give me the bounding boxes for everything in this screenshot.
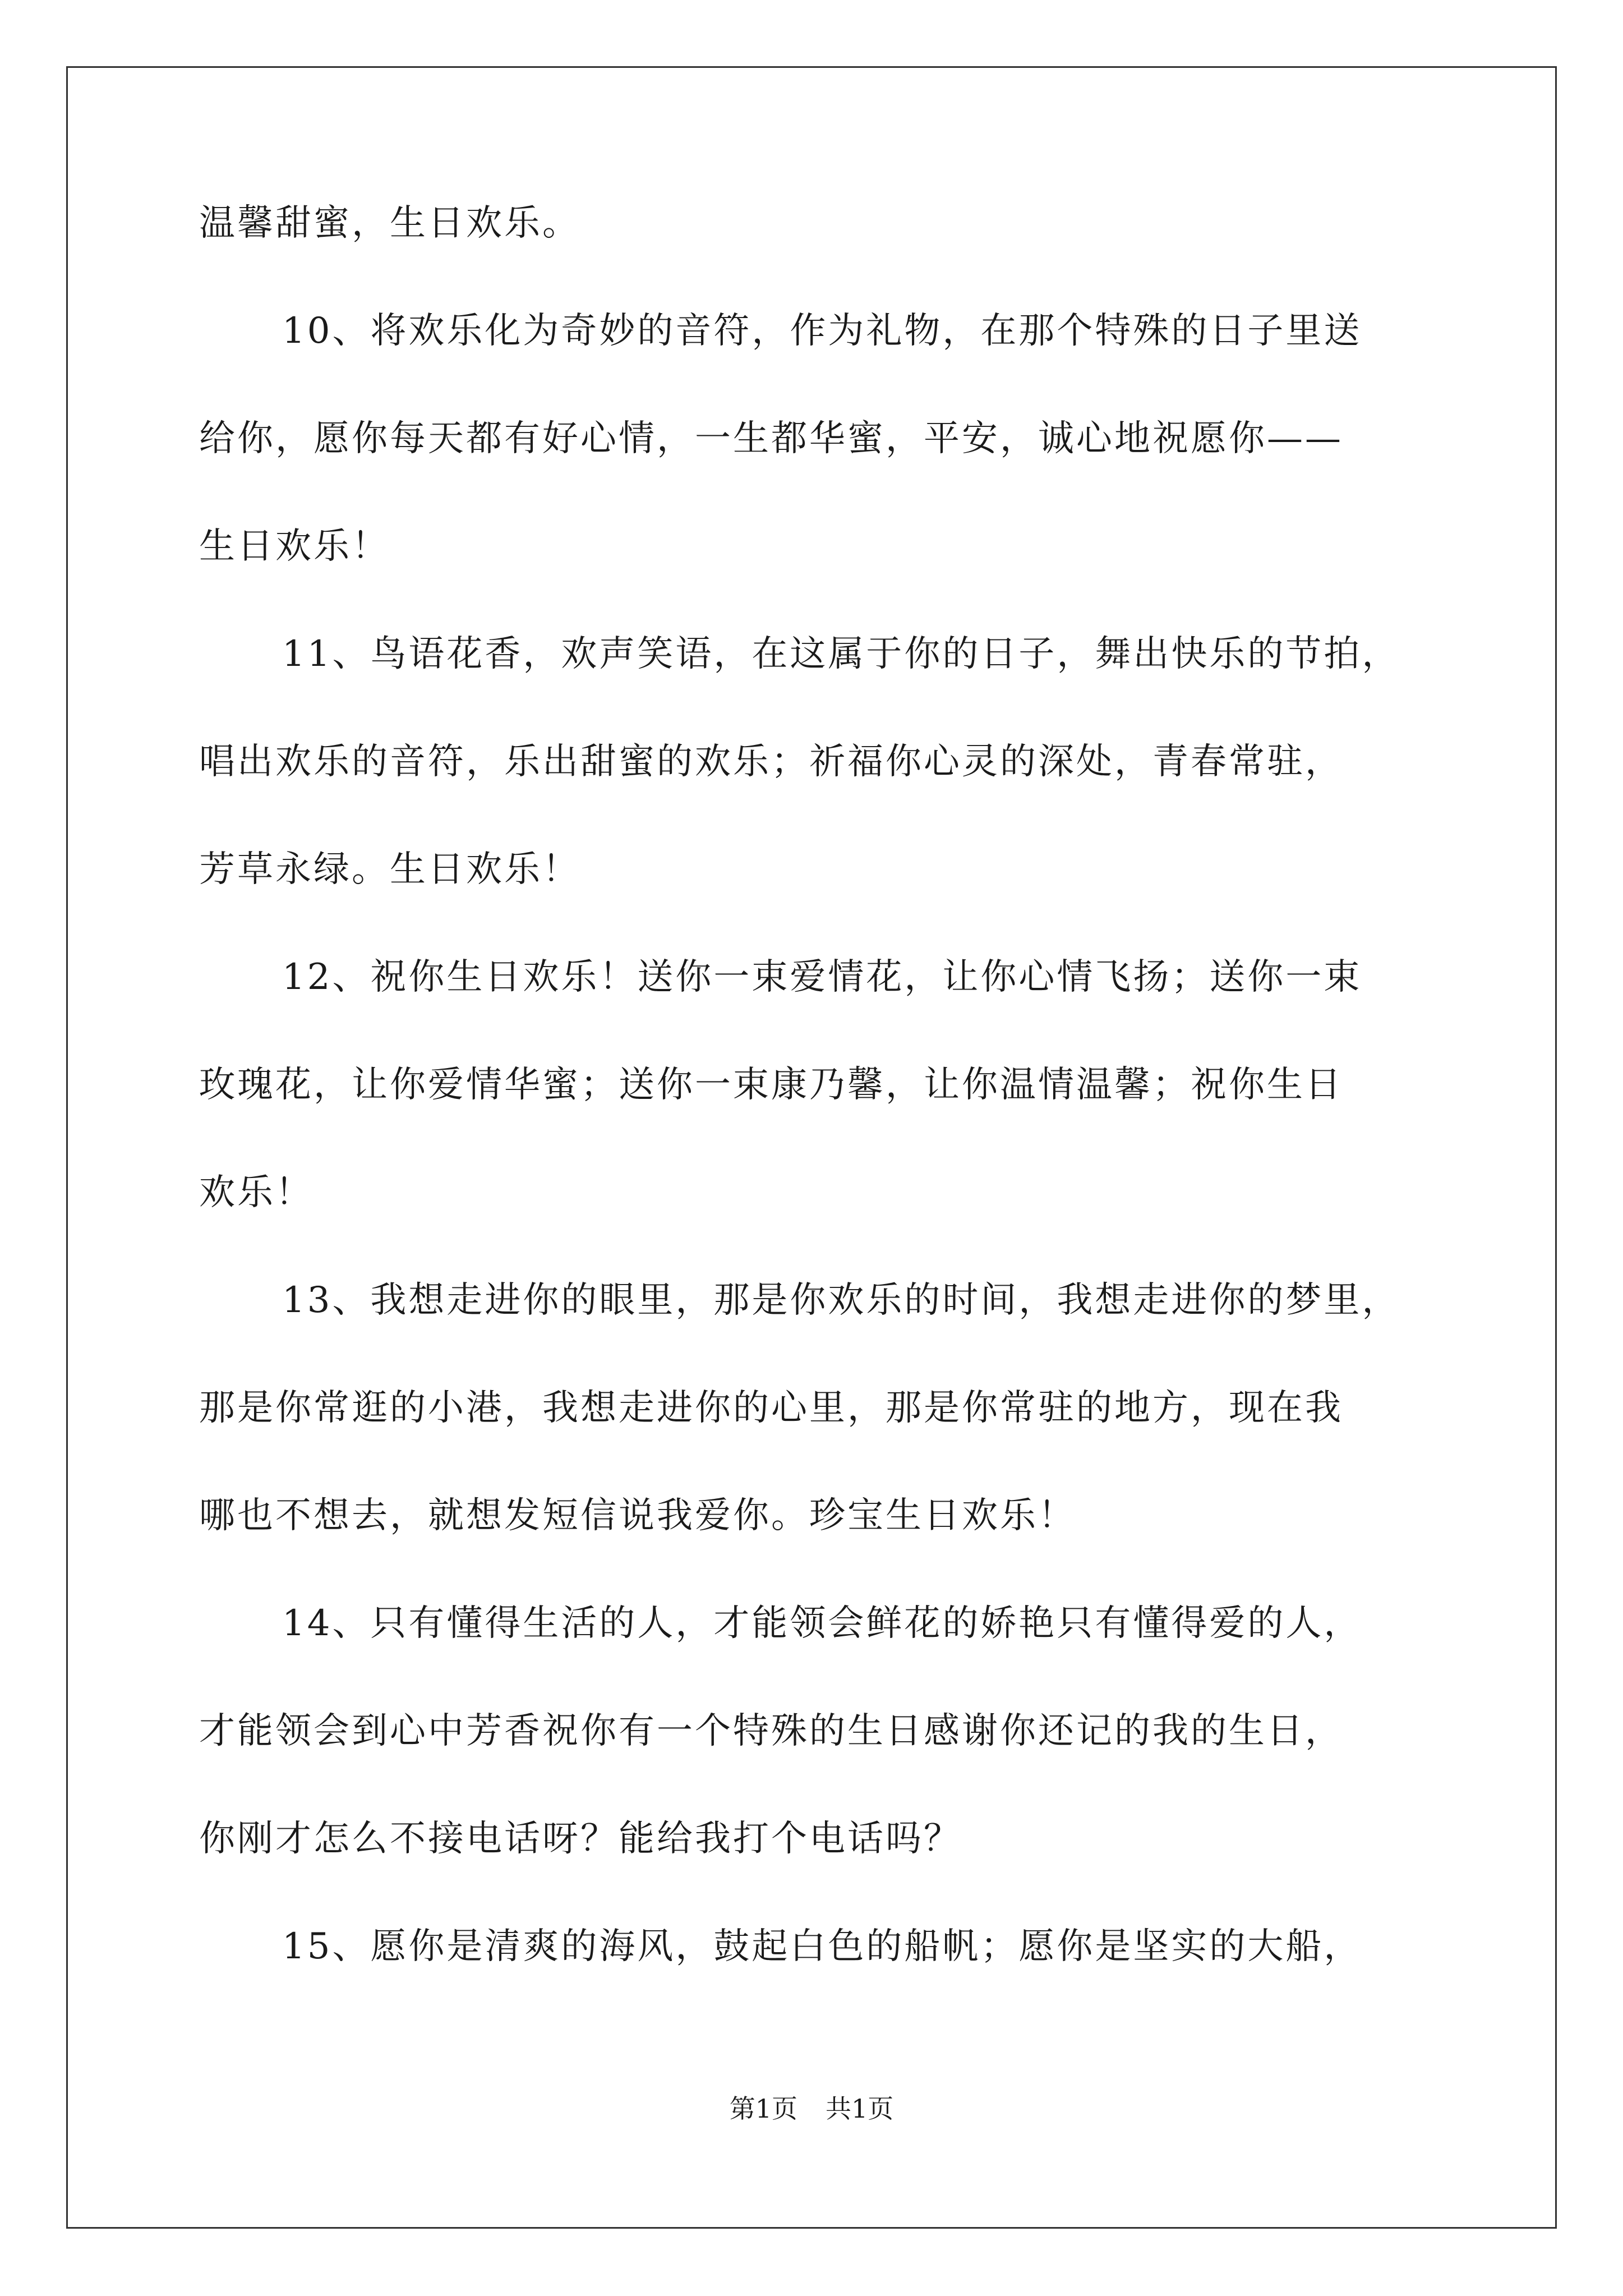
text-line: 哪也不想去，就想发短信说我爱你。珍宝生日欢乐！ — [199, 1495, 1076, 1536]
text-line: 你刚才怎么不接电话呀？能给我打个电话吗？ — [199, 1818, 962, 1860]
text-line: 那是你常逛的小港，我想走进你的心里，那是你常驻的地方，现在我 — [199, 1387, 1343, 1429]
text-line: 唱出欢乐的音符，乐出甜蜜的欢乐；祈福你心灵的深处，青春常驻， — [199, 741, 1343, 783]
page-number: 第1页 — [729, 2093, 797, 2124]
text-line: 14、只有懂得生活的人，才能领会鲜花的娇艳只有懂得爱的人， — [282, 1603, 1362, 1644]
text-line: 温馨甜蜜，生日欢乐。 — [199, 203, 580, 244]
text-line: 欢乐！ — [199, 1172, 313, 1213]
text-line: 芳草永绿。生日欢乐！ — [199, 849, 580, 890]
text-line: 才能领会到心中芳香祝你有一个特殊的生日感谢你还记的我的生日， — [199, 1710, 1343, 1752]
page-total: 共1页 — [826, 2093, 894, 2124]
text-line: 12、祝你生日欢乐！送你一束爱情花，让你心情飞扬；送你一束 — [282, 956, 1362, 998]
document-body — [199, 196, 1438, 2027]
page-footer — [0, 2092, 1623, 2125]
text-line: 10、将欢乐化为奇妙的音符，作为礼物，在那个特殊的日子里送 — [282, 310, 1362, 352]
text-line: 玫瑰花，让你爱情华蜜；送你一束康乃馨，让你温情温馨；祝你生日 — [199, 1064, 1343, 1106]
text-line: 生日欢乐！ — [199, 526, 390, 567]
text-line: 13、我想走进你的眼里，那是你欢乐的时间，我想走进你的梦里， — [282, 1280, 1400, 1321]
text-line: 给你，愿你每天都有好心情，一生都华蜜，平安，诚心地祝愿你—— — [199, 418, 1343, 459]
text-line: 11、鸟语花香，欢声笑语，在这属于你的日子，舞出快乐的节拍， — [282, 633, 1400, 675]
text-line: 15、愿你是清爽的海风，鼓起白色的船帆；愿你是坚实的大船， — [282, 1926, 1362, 1967]
